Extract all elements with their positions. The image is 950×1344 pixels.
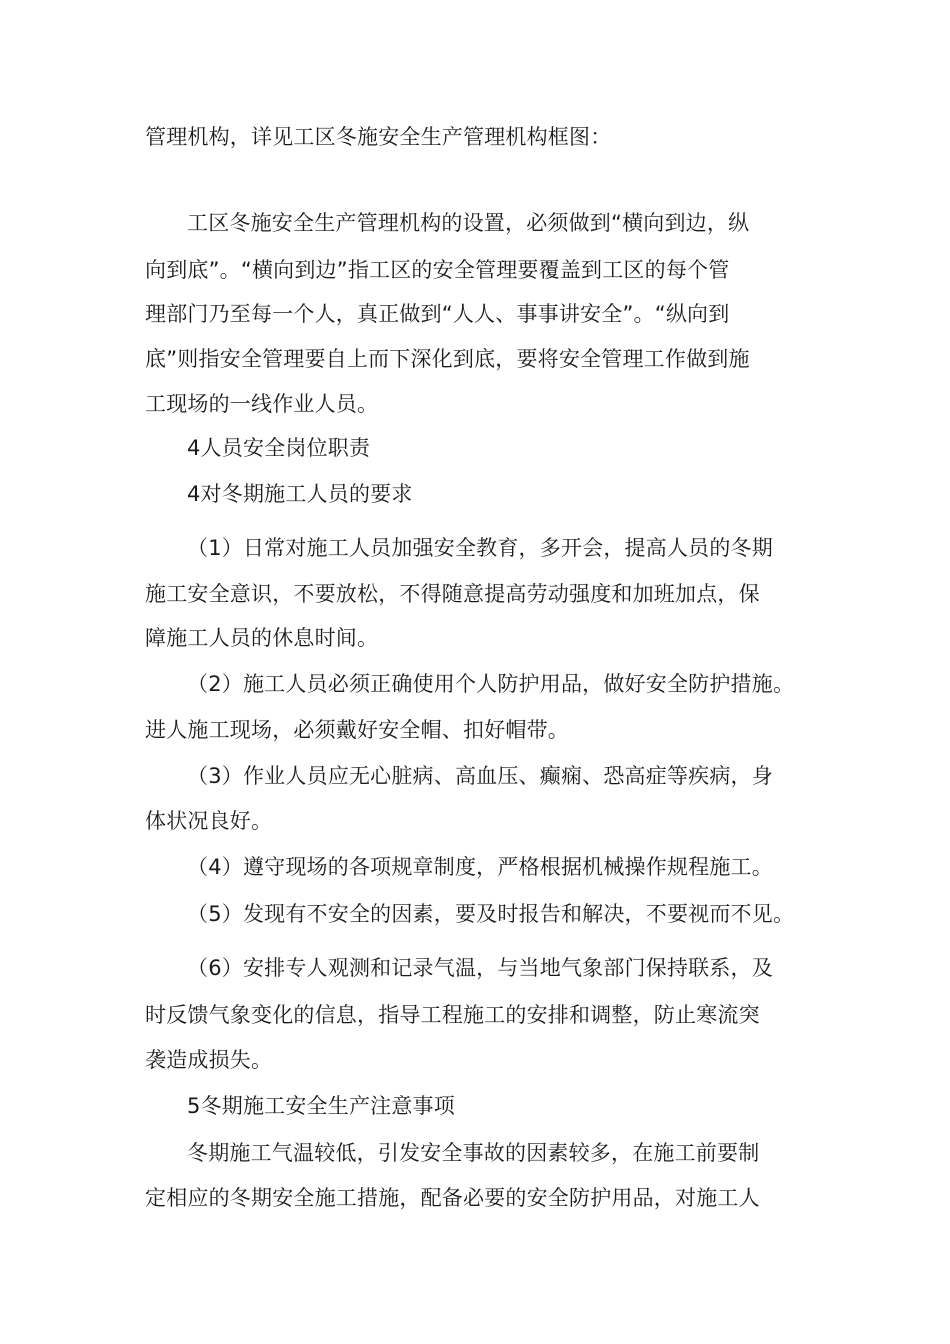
text-line: 工现场的一线作业人员。 <box>145 392 379 416</box>
text-line: 进人施工现场，必须戴好安全帽、扣好帽带。 <box>145 718 569 742</box>
text-line: （2）施工人员必须正确使用个人防护用品，做好安全防护措施。 <box>187 672 795 696</box>
text-line: （6）安排专人观测和记录气温，与当地气象部门保持联系，及 <box>187 956 773 980</box>
text-line: 向到底”。“横向到边”指工区的安全管理要覆盖到工区的每个管 <box>145 258 730 282</box>
section-heading: 4人员安全岗位职责 <box>187 436 371 460</box>
text-line: 底”则指安全管理要自上而下深化到底，要将安全管理工作做到施 <box>145 347 750 371</box>
text-line: 工区冬施安全生产管理机构的设置，必须做到“横向到边，纵 <box>187 211 750 235</box>
text-line: 体状况良好。 <box>145 809 273 833</box>
text-line: 定相应的冬期安全施工措施，配备必要的安全防护用品，对施工人 <box>145 1186 760 1210</box>
section-heading: 5冬期施工安全生产注意事项 <box>187 1094 455 1118</box>
text-line: （1）日常对施工人员加强安全教育，多开会，提高人员的冬期 <box>187 536 773 560</box>
text-line: 理部门乃至每一个人，真正做到“人人、事事讲安全”。“纵向到 <box>145 302 730 326</box>
text-line: 时反馈气象变化的信息，指导工程施工的安排和调整，防止寒流突 <box>145 1003 760 1027</box>
text-line: 冬期施工气温较低，引发安全事故的因素较多，在施工前要制 <box>187 1141 760 1165</box>
text-line: （3）作业人员应无心脏病、高血压、癫痫、恐高症等疾病，身 <box>187 764 773 788</box>
text-line: 施工安全意识，不要放松，不得随意提高劳动强度和加班加点，保 <box>145 582 760 606</box>
text-line: （4）遵守现场的各项规章制度，严格根据机械操作规程施工。 <box>187 855 773 879</box>
text-line: （5）发现有不安全的因素，要及时报告和解决，不要视而不见。 <box>187 902 795 926</box>
section-heading: 4对冬期施工人员的要求 <box>187 482 413 506</box>
text-line: 管理机构，详见工区冬施安全生产管理机构框图： <box>145 125 612 149</box>
text-line: 袭造成损失。 <box>145 1048 273 1072</box>
text-line: 障施工人员的休息时间。 <box>145 626 379 650</box>
